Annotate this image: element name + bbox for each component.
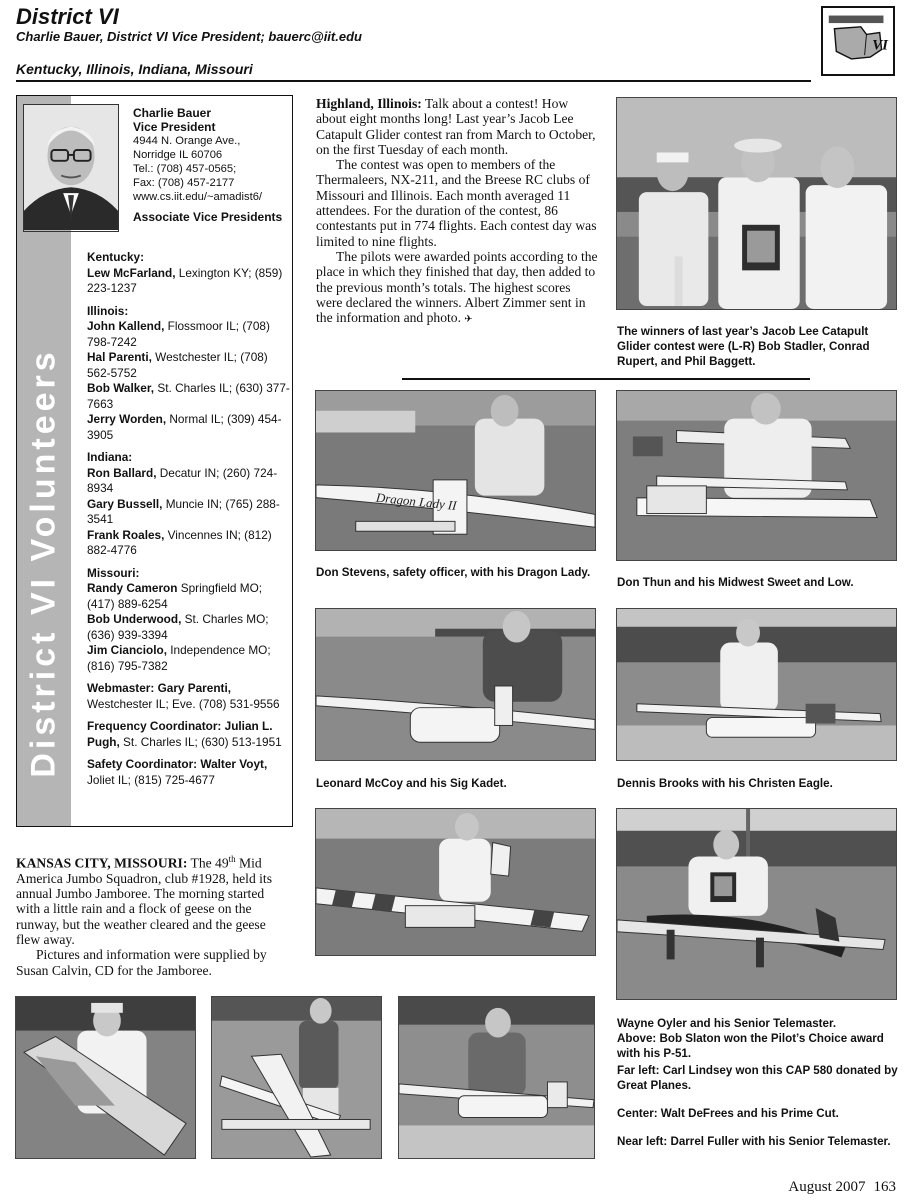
winners-caption: The winners of last year’s Jacob Lee Catapult Glider contest were (L-R) Bob Stadler, Conrad Rupert, and Phil Baggett. xyxy=(617,325,870,368)
kansas-p1b: Mid America Jumbo Squadron, club #1928, held its annual Jumbo Jamboree. The morning started with a little rain and a flock of geese on the runway, but the weather cleared and the geese flew away. xyxy=(16,855,272,948)
volunteer-name: Webmaster: Gary Parenti, xyxy=(87,681,232,695)
volunteer-name: Ron Ballard, xyxy=(87,465,157,480)
thun-photo xyxy=(616,390,897,561)
volunteer-name: Bob Walker, xyxy=(87,381,155,395)
mccoy-caption: Leonard McCoy and his Sig Kadet. xyxy=(316,777,507,790)
vp-website: www.cs.iit.edu/~amadist6/ xyxy=(133,191,263,203)
volunteer-contact: Vincennes IN; (812) 882-4776 xyxy=(87,527,272,557)
volunteer-name: Frank Roales, xyxy=(87,527,165,542)
volunteer-name: Jim Cianciolo, xyxy=(87,643,167,657)
stevens-photo xyxy=(315,390,596,551)
volunteer-entry xyxy=(87,528,292,559)
issue-date: August 2007 xyxy=(788,1179,866,1195)
volunteer-section xyxy=(87,719,292,750)
volunteer-entry xyxy=(87,412,292,443)
volunteer-section-title: Missouri: xyxy=(87,565,140,580)
vp-address-line2: Norridge IL 60706 xyxy=(133,149,223,161)
volunteer-contact: Muncie IN; (765) 288-3541 xyxy=(87,496,280,526)
volunteer-section xyxy=(87,250,292,297)
volunteer-name: John Kallend, xyxy=(87,319,165,333)
dragon-lady-lettering: Dragon Lady II xyxy=(375,490,458,514)
volunteer-section-title: Indiana: xyxy=(87,450,133,464)
vp-role: Vice President xyxy=(133,120,216,134)
highland-lead: Highland, Illinois: xyxy=(316,96,422,111)
volunteer-contact: Flossmoor IL; (708) 798-7242 xyxy=(87,319,270,349)
vp-contact xyxy=(133,106,291,224)
thun-caption: Don Thun and his Midwest Sweet and Low. xyxy=(617,576,854,589)
volunteer-entry xyxy=(87,581,292,612)
kansas-p1a: The 49 xyxy=(187,855,229,871)
highland-paragraph xyxy=(316,249,598,327)
volunteer-section xyxy=(87,450,292,559)
volunteer-contact: Lexington KY; (859) 223-1237 xyxy=(87,265,283,295)
bottom-captions xyxy=(617,1016,898,1149)
volunteer-section-title: Kentucky: xyxy=(87,250,145,264)
kansas-lead: KANSAS CITY, MISSOURI: xyxy=(16,855,188,871)
article-divider xyxy=(402,378,810,380)
volunteer-contact: St. Charles MO; (636) 939-3394 xyxy=(87,612,269,642)
volunteer-contact: Joliet IL; (815) 725-4677 xyxy=(87,772,215,787)
volunteer-contact: Westchester IL; (708) 562-5752 xyxy=(87,350,268,380)
volunteer-name: Gary Bussell, xyxy=(87,496,163,511)
volunteers-sidebar xyxy=(16,95,293,827)
volunteer-contact: Independence MO; (816) 795-7382 xyxy=(87,643,271,673)
volunteer-entry xyxy=(87,319,292,350)
volunteer-entry xyxy=(87,757,292,788)
volunteer-name: Hal Parenti, xyxy=(87,350,152,364)
kansas-sup: th xyxy=(228,854,236,864)
oyler-caption: Wayne Oyler and his Senior Telemaster. xyxy=(617,1017,837,1030)
page-number: 163 xyxy=(873,1179,896,1195)
volunteer-entry xyxy=(87,719,292,750)
volunteer-entry xyxy=(87,643,292,674)
sidebar-vertical-title: District VI Volunteers xyxy=(24,348,63,778)
volunteer-section xyxy=(87,681,292,712)
defrees-caption: Center: Walt DeFrees and his Prime Cut. xyxy=(617,1107,839,1120)
fuller-photo xyxy=(398,996,595,1159)
brooks-photo xyxy=(616,608,897,761)
volunteer-contact: Normal IL; (309) 454-3905 xyxy=(87,412,282,442)
volunteer-section xyxy=(87,566,292,675)
volunteer-entry xyxy=(87,381,292,412)
slaton-caption: Above: Bob Slaton won the Pilot’s Choice award with his P-51. xyxy=(617,1032,884,1060)
volunteer-name: Safety Coordinator: Walter Voyt, xyxy=(87,757,268,771)
ama-end-icon: ✈ xyxy=(460,314,473,326)
slaton-photo xyxy=(616,808,897,1000)
vp-fax: Fax: (708) 457-2177 xyxy=(133,177,235,189)
district-map-icon xyxy=(823,8,893,74)
volunteer-list xyxy=(87,250,292,795)
kansas-paragraph: Pictures and information were supplied by Susan Calvin, CD for the Jamboree. xyxy=(16,947,267,978)
vp-name: Charlie Bauer xyxy=(133,106,212,120)
volunteer-entry xyxy=(87,466,292,497)
volunteer-contact: St. Charles IL; (630) 377-7663 xyxy=(87,381,290,411)
district-logo xyxy=(821,6,895,76)
section-title: District VI xyxy=(16,4,119,29)
volunteer-contact: St. Charles IL; (630) 513-1951 xyxy=(119,734,282,749)
mccoy-photo xyxy=(315,608,596,761)
volunteer-entry xyxy=(87,681,292,712)
volunteer-entry xyxy=(87,497,292,528)
volunteer-entry xyxy=(87,612,292,643)
header-rule xyxy=(16,80,811,82)
stevens-caption: Don Stevens, safety officer, with his Dragon Lady. xyxy=(316,566,591,579)
fuller-caption: Near left: Darrel Fuller with his Senior Telemaster. xyxy=(617,1135,891,1148)
vp-portrait xyxy=(23,104,119,232)
kansas-paragraph xyxy=(16,852,288,947)
page-footer xyxy=(780,1179,896,1196)
winners-photo xyxy=(616,97,897,310)
highland-paragraph xyxy=(316,96,598,157)
district-states: Kentucky, Illinois, Indiana, Missouri xyxy=(16,61,253,77)
section-subtitle: Charlie Bauer, District VI Vice President; bauerc@iit.edu xyxy=(16,29,362,44)
associate-vp-heading: Associate Vice Presidents xyxy=(133,210,283,224)
volunteer-entry xyxy=(87,266,292,297)
volunteer-name: Frequency Coordinator: Julian L. Pugh, xyxy=(87,719,273,749)
volunteer-contact: Springfield MO; (417) 889-6254 xyxy=(87,581,263,611)
volunteer-section xyxy=(87,757,292,788)
vp-telephone: Tel.: (708) 457-0565; xyxy=(133,163,237,175)
volunteer-name: Bob Underwood, xyxy=(87,612,182,626)
highland-p3: The pilots were awarded points according to the place in which they finished that day, then added to the previous month’s totals. The highest scores were declared the winners. Albert Zimmer sent in the information and photo. xyxy=(316,248,598,326)
volunteer-name: Lew McFarland, xyxy=(87,265,176,280)
highland-article xyxy=(316,96,598,327)
logo-text: VI xyxy=(872,37,889,54)
highland-p1: Talk about a contest! How about eight months long! Last year’s Jacob Lee Catapult Glider contest ran from March to October, on the first Tuesday of each month. xyxy=(316,96,596,157)
volunteer-section xyxy=(87,304,292,444)
defrees-photo xyxy=(211,996,382,1159)
lindsey-photo xyxy=(15,996,196,1159)
volunteer-contact: Decatur IN; (260) 724-8934 xyxy=(87,465,278,495)
vp-address-line1: 4944 N. Orange Ave., xyxy=(133,135,241,147)
oyler-photo xyxy=(315,808,596,956)
volunteer-name: Jerry Worden, xyxy=(87,412,167,426)
brooks-caption: Dennis Brooks with his Christen Eagle. xyxy=(617,777,833,790)
lindsey-caption: Far left: Carl Lindsey won this CAP 580 donated by Great Planes. xyxy=(617,1064,898,1092)
highland-paragraph: The contest was open to members of the Thermaleers, NX-211, and the Breese RC clubs of Missouri and Illinois. Each month averaged 11 attendees. For the duration of the contest, 86 contestants put in 774 flights. Each contest day was limited to nine flights. xyxy=(316,157,597,249)
volunteer-entry xyxy=(87,350,292,381)
volunteer-contact: Westchester IL; Eve. (708) 531-9556 xyxy=(87,696,280,711)
kansas-article xyxy=(16,852,288,978)
volunteer-section-title: Illinois: xyxy=(87,303,129,318)
volunteer-name: Randy Cameron xyxy=(87,581,178,595)
